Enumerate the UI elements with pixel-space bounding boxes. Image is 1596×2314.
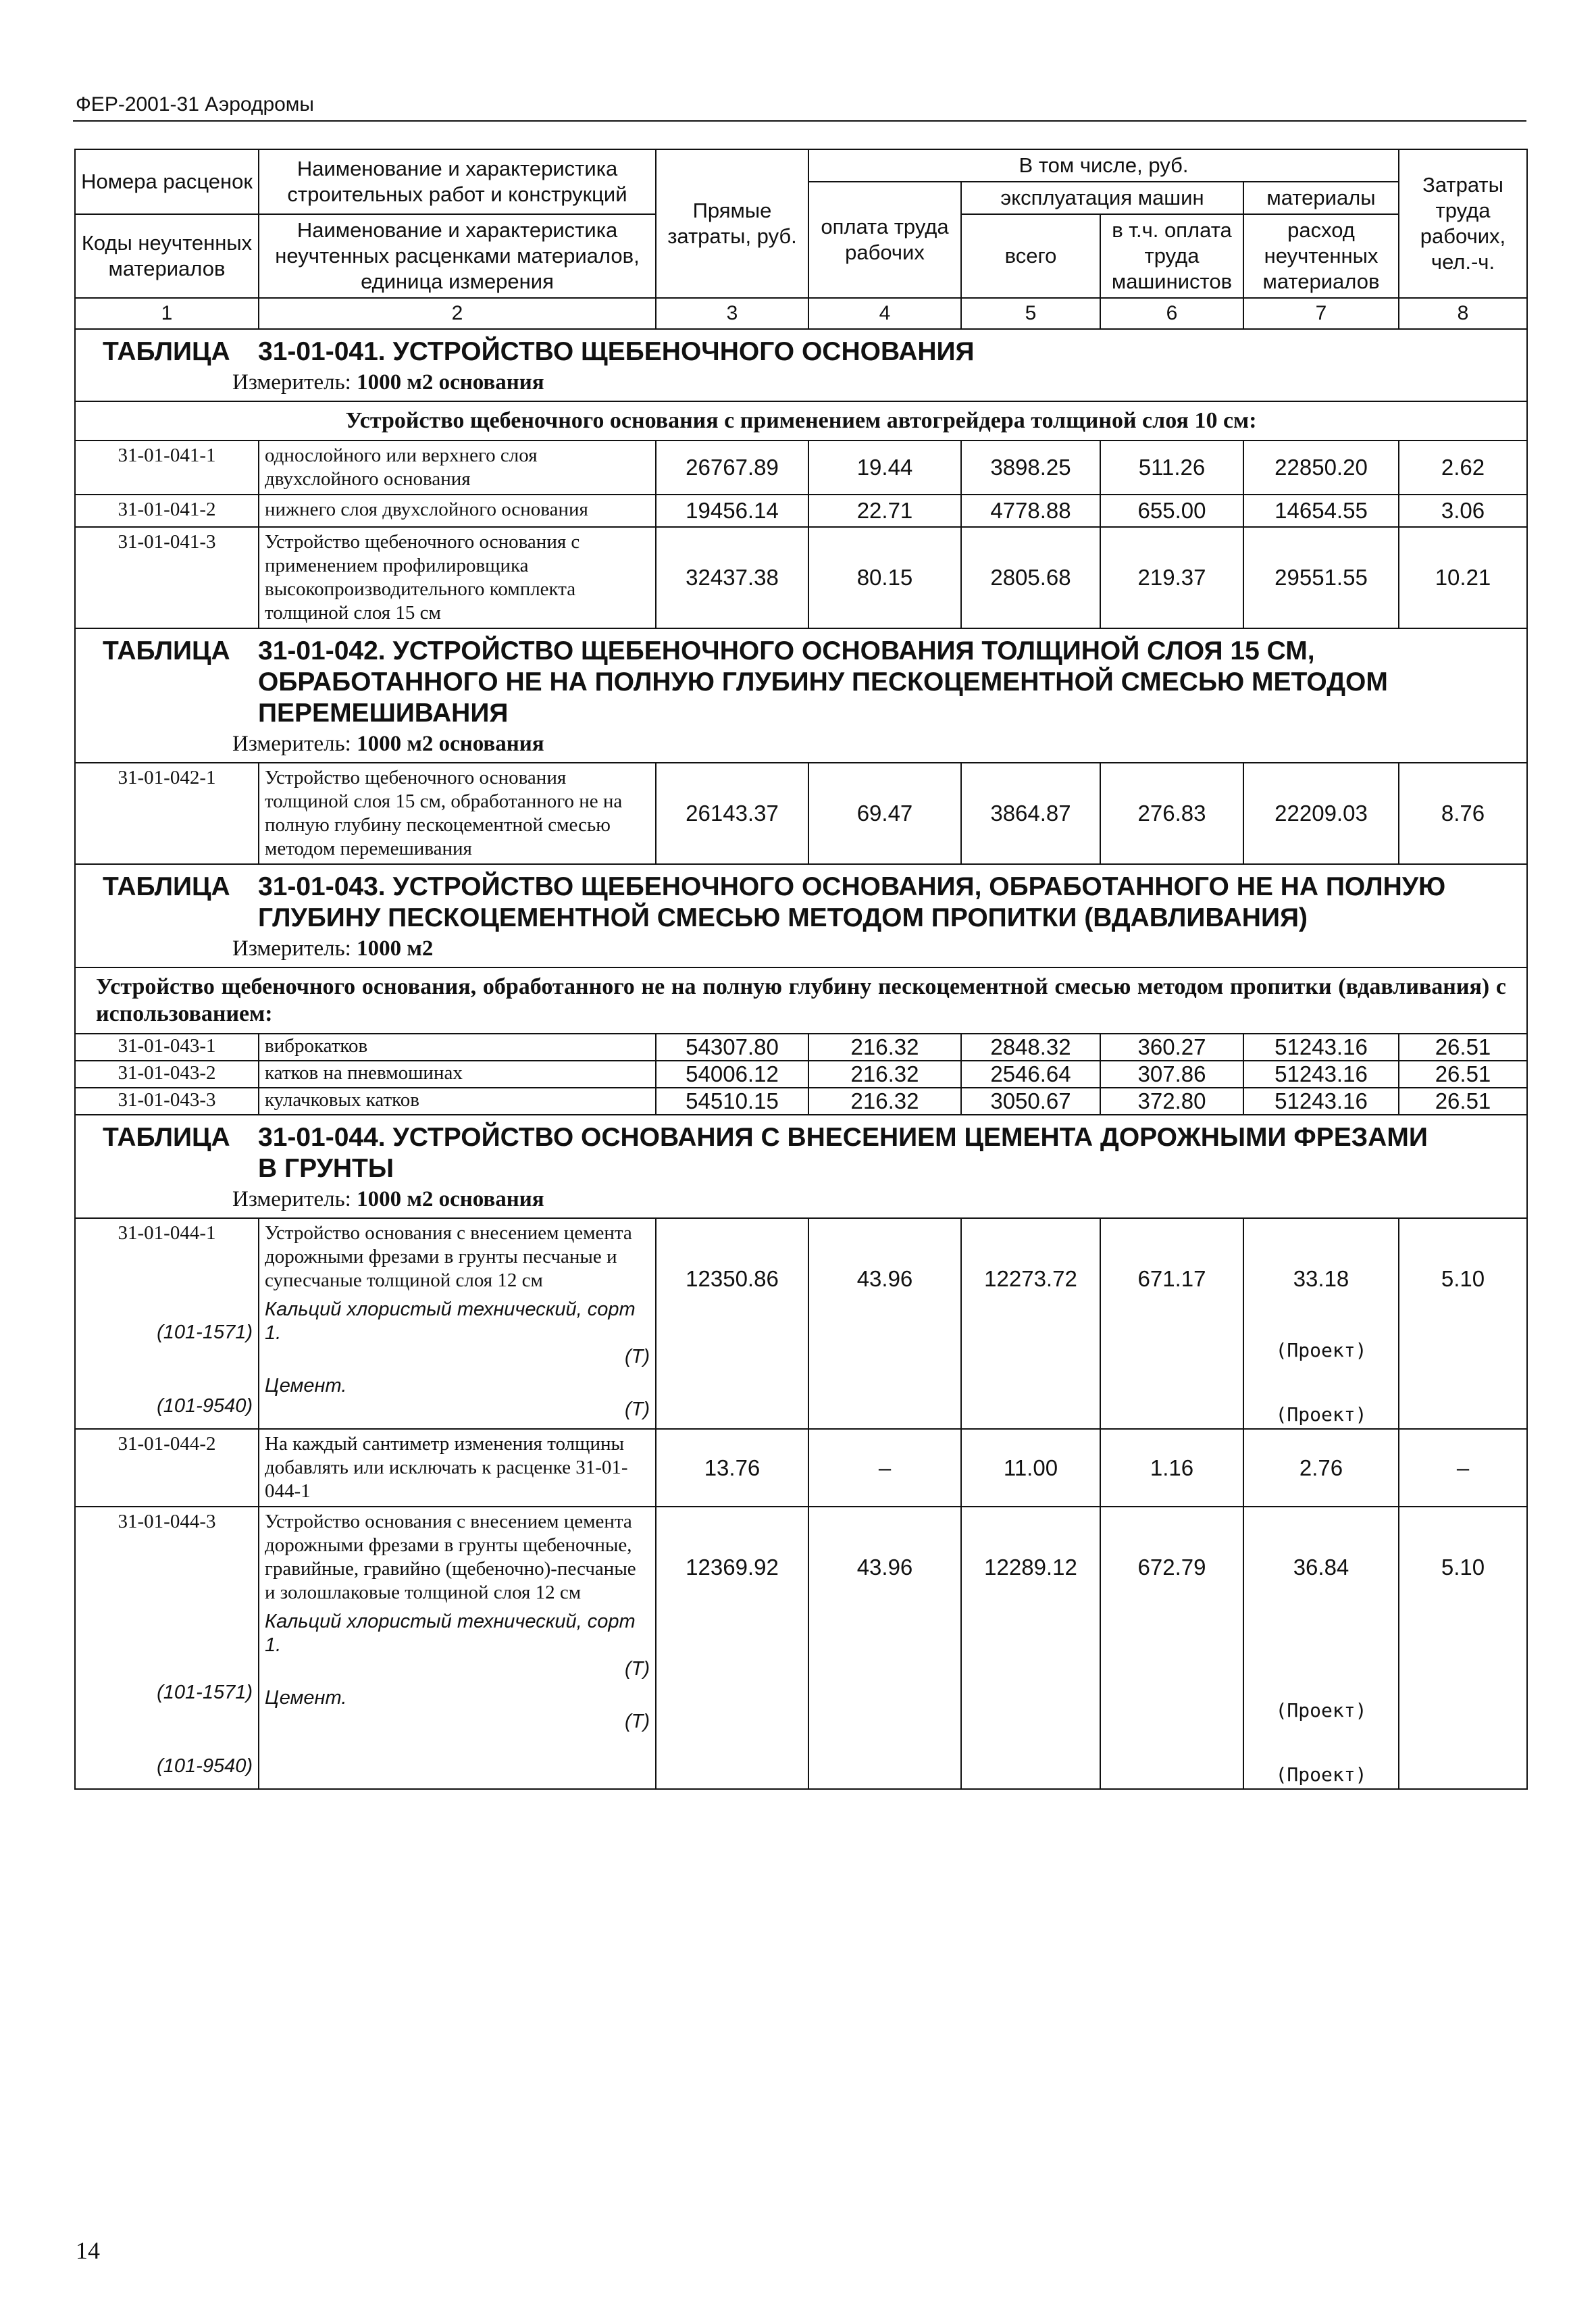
section-title-text: 31-01-041. УСТРОЙСТВО ЩЕБЕНОЧНОГО ОСНОВАНИЯ	[258, 337, 975, 366]
section-title-text: 31-01-044. УСТРОЙСТВО ОСНОВАНИЯ С ВНЕСЕНИЕМ ЦЕМЕНТА ДОРОЖНЫМИ ФРЕЗАМИ В ГРУНТЫ	[258, 1123, 1428, 1183]
materials-cost-cell	[1243, 1218, 1399, 1429]
material-code: (101-9540)	[157, 1395, 253, 1417]
table-row	[75, 1061, 1527, 1088]
labor-pay: 43.96	[808, 1507, 961, 1789]
materials-cost: 36.84	[1293, 1555, 1349, 1580]
rate-description: Устройство щебеночного основания толщиной слоя 15 см, обработанного не на полную глубину пескоцементной смесью методом перемешивания	[259, 763, 656, 864]
direct-costs: 32437.38	[656, 527, 808, 628]
materials-cost: 51243.16	[1243, 1061, 1399, 1088]
material-description: Цемент.	[265, 1687, 347, 1709]
rate-code: 31-01-043-1	[75, 1034, 259, 1061]
rate-code: 31-01-041-1	[75, 441, 259, 495]
labor-pay: 80.15	[808, 527, 961, 628]
labor-pay: 216.32	[808, 1061, 961, 1088]
machinist-pay: 360.27	[1100, 1034, 1243, 1061]
labor-hours: 26.51	[1399, 1061, 1527, 1088]
rate-description-cell	[259, 1507, 656, 1789]
material-description: Кальций хлористый технический, сорт 1.	[265, 1611, 636, 1656]
section-measure: Измеритель: 1000 м2 основания	[75, 732, 1527, 763]
direct-costs: 13.76	[656, 1429, 808, 1507]
rate-code: 31-01-044-3	[118, 1511, 216, 1532]
section-title-row	[75, 329, 1527, 370]
machines-total: 3050.67	[961, 1088, 1100, 1115]
materials-cost-cell	[1243, 1507, 1399, 1789]
direct-costs: 54006.12	[656, 1061, 808, 1088]
material-unit: (Т)	[624, 1711, 650, 1732]
machinist-pay: 372.80	[1100, 1088, 1243, 1115]
labor-hours: 5.10	[1399, 1507, 1527, 1789]
labor-pay: –	[808, 1429, 961, 1507]
section-title-row	[75, 1115, 1527, 1187]
header-material-codes: Коды неучтенных материалов	[75, 214, 259, 298]
labor-hours: 26.51	[1399, 1088, 1527, 1115]
section-title	[75, 329, 1527, 370]
rate-description: кулачковых катков	[259, 1088, 656, 1115]
labor-pay: 19.44	[808, 441, 961, 495]
section-title	[75, 1115, 1527, 1187]
header-row-1	[75, 149, 1527, 182]
machines-total: 12273.72	[961, 1218, 1100, 1429]
section-title-row	[75, 864, 1527, 936]
machines-total: 4778.88	[961, 495, 1100, 527]
table-row	[75, 1507, 1527, 1789]
labor-hours: –	[1399, 1429, 1527, 1507]
section-title-text: 31-01-043. УСТРОЙСТВО ЩЕБЕНОЧНОГО ОСНОВАНИЯ, ОБРАБОТАННОГО НЕ НА ПОЛНУЮ ГЛУБИНУ ПЕСКОЦЕМЕНТНОЙ СМЕСЬЮ МЕТОДОМ ПРОПИТКИ (ВДАВЛИВАНИЯ)	[258, 872, 1446, 932]
machinist-pay: 672.79	[1100, 1507, 1243, 1789]
direct-costs: 26143.37	[656, 763, 808, 864]
rate-description-cell	[259, 1218, 656, 1429]
direct-costs: 12369.92	[656, 1507, 808, 1789]
subheading-row	[75, 401, 1527, 441]
column-number: 4	[808, 298, 961, 329]
rate-description: Устройство щебеночного основания с применением профилировщика высокопроизводительного комплекта толщиной слоя 15 см	[259, 527, 656, 628]
table-row	[75, 1429, 1527, 1507]
rate-code: 31-01-044-1	[118, 1222, 216, 1244]
header-labor-hours: Затраты труда рабочих, чел.-ч.	[1399, 149, 1527, 298]
material-amount: (Проект)	[1275, 1403, 1367, 1426]
header-machines-total: всего	[961, 214, 1100, 298]
section-measure-row	[75, 732, 1527, 763]
subheading-row	[75, 967, 1527, 1034]
table-row	[75, 1088, 1527, 1115]
materials-cost: 51243.16	[1243, 1034, 1399, 1061]
material-code: (101-1571)	[157, 1682, 253, 1703]
section-title	[75, 864, 1527, 936]
labor-hours: 5.10	[1399, 1218, 1527, 1429]
table-row	[75, 527, 1527, 628]
table-row	[75, 763, 1527, 864]
column-number: 6	[1100, 298, 1243, 329]
rate-code-cell	[75, 1507, 259, 1789]
section-title-row	[75, 628, 1527, 732]
labor-pay: 43.96	[808, 1218, 961, 1429]
machines-total: 2805.68	[961, 527, 1100, 628]
section-measure-row	[75, 936, 1527, 967]
rate-code: 31-01-041-3	[75, 527, 259, 628]
machines-total: 2848.32	[961, 1034, 1100, 1061]
header-material-names: Наименование и характеристика неучтенных расценками материалов, единица измерения	[259, 214, 656, 298]
labor-hours: 3.06	[1399, 495, 1527, 527]
page-header: ФЕР-2001-31 Аэродромы	[76, 93, 314, 116]
rate-code: 31-01-043-2	[75, 1061, 259, 1088]
materials-cost: 33.18	[1293, 1266, 1349, 1291]
labor-pay: 22.71	[808, 495, 961, 527]
header-group-machines: эксплуатация машин	[961, 182, 1243, 214]
section-measure-row	[75, 1187, 1527, 1218]
materials-cost: 29551.55	[1243, 527, 1399, 628]
rate-description: Устройство основания с внесением цемента дорожными фрезами в грунты щебеночные, гравийные, гравийно (щебеночно)-песчаные и золошлаковые толщиной слоя 12 см	[265, 1511, 636, 1603]
material-amount: (Проект)	[1275, 1763, 1367, 1786]
column-number: 2	[259, 298, 656, 329]
rate-description: Устройство основания с внесением цемента дорожными фрезами в грунты песчаные и супесчаные толщиной слоя 12 см	[265, 1222, 632, 1291]
machinist-pay: 219.37	[1100, 527, 1243, 628]
materials-cost: 2.76	[1243, 1429, 1399, 1507]
labor-hours: 8.76	[1399, 763, 1527, 864]
section-measure-row	[75, 370, 1527, 401]
rates-table	[74, 149, 1528, 1790]
section-subheading: Устройство щебеночного основания с применением автогрейдера толщиной слоя 10 см:	[75, 401, 1527, 441]
section-title	[75, 628, 1527, 732]
rate-code: 31-01-043-3	[75, 1088, 259, 1115]
labor-hours: 26.51	[1399, 1034, 1527, 1061]
material-unit: (Т)	[624, 1658, 650, 1680]
header-group-including: В том числе, руб.	[808, 149, 1399, 182]
material-amount: (Проект)	[1275, 1339, 1367, 1361]
material-code: (101-1571)	[157, 1322, 253, 1343]
machinist-pay: 511.26	[1100, 441, 1243, 495]
direct-costs: 12350.86	[656, 1218, 808, 1429]
machines-total: 3864.87	[961, 763, 1100, 864]
labor-pay: 216.32	[808, 1088, 961, 1115]
rate-description: На каждый сантиметр изменения толщины добавлять или исключать к расценке 31-01-044-1	[259, 1429, 656, 1507]
material-code: (101-9540)	[157, 1755, 253, 1777]
materials-cost: 14654.55	[1243, 495, 1399, 527]
machinist-pay: 671.17	[1100, 1218, 1243, 1429]
column-number: 5	[961, 298, 1100, 329]
section-measure: Измеритель: 1000 м2 основания	[75, 370, 1527, 401]
page-number: 14	[76, 2237, 100, 2264]
table-row	[75, 441, 1527, 495]
labor-hours: 2.62	[1399, 441, 1527, 495]
machines-total: 11.00	[961, 1429, 1100, 1507]
table-row	[75, 495, 1527, 527]
header-rule	[73, 120, 1526, 122]
material-amount: (Проект)	[1275, 1699, 1367, 1721]
material-description: Кальций хлористый технический, сорт 1.	[265, 1299, 636, 1344]
table-row	[75, 1218, 1527, 1429]
column-number: 8	[1399, 298, 1527, 329]
rate-description: катков на пневмошинах	[259, 1061, 656, 1088]
materials-cost: 51243.16	[1243, 1088, 1399, 1115]
column-number: 3	[656, 298, 808, 329]
materials-cost: 22209.03	[1243, 763, 1399, 864]
direct-costs: 26767.89	[656, 441, 808, 495]
section-label: ТАБЛИЦА	[103, 636, 230, 665]
machinist-pay: 276.83	[1100, 763, 1243, 864]
materials-cost: 22850.20	[1243, 441, 1399, 495]
section-label: ТАБЛИЦА	[103, 1123, 230, 1152]
machinist-pay: 655.00	[1100, 495, 1243, 527]
header-direct-costs: Прямые затраты, руб.	[656, 149, 808, 298]
header-labor-pay: оплата труда рабочих	[808, 182, 961, 298]
column-number: 1	[75, 298, 259, 329]
header-unaccounted-materials: расход неучтенных материалов	[1243, 214, 1399, 298]
header-work-name: Наименование и характеристика строительных работ и конструкций	[259, 149, 656, 214]
section-measure: Измеритель: 1000 м2	[75, 936, 1527, 967]
rate-code: 31-01-044-2	[75, 1429, 259, 1507]
material-unit: (Т)	[624, 1399, 650, 1420]
material-unit: (Т)	[624, 1346, 650, 1367]
rate-code-cell	[75, 1218, 259, 1429]
header-machinist-pay: в т.ч. оплата труда машинистов	[1100, 214, 1243, 298]
machines-total: 2546.64	[961, 1061, 1100, 1088]
rate-description: нижнего слоя двухслойного основания	[259, 495, 656, 527]
section-label: ТАБЛИЦА	[103, 337, 230, 366]
material-description: Цемент.	[265, 1375, 347, 1397]
rate-code: 31-01-041-2	[75, 495, 259, 527]
section-label: ТАБЛИЦА	[103, 872, 230, 901]
section-title-text: 31-01-042. УСТРОЙСТВО ЩЕБЕНОЧНОГО ОСНОВАНИЯ ТОЛЩИНОЙ СЛОЯ 15 СМ, ОБРАБОТАННОГО НЕ НА ПОЛНУЮ ГЛУБИНУ ПЕСКОЦЕМЕНТНОЙ СМЕСЬЮ МЕТОДОМ ПЕРЕМЕШИВАНИЯ	[258, 636, 1388, 728]
machines-total: 12289.12	[961, 1507, 1100, 1789]
machinist-pay: 1.16	[1100, 1429, 1243, 1507]
column-numbers-row	[75, 298, 1527, 329]
direct-costs: 19456.14	[656, 495, 808, 527]
labor-pay: 69.47	[808, 763, 961, 864]
column-number: 7	[1243, 298, 1399, 329]
header-group-materials: материалы	[1243, 182, 1399, 214]
section-subheading: Устройство щебеночного основания, обработанного не на полную глубину пескоцементной смесью методом пропитки (вдавливания) с использованием:	[75, 967, 1527, 1034]
rate-description: однослойного или верхнего слоя двухслойного основания	[259, 441, 656, 495]
direct-costs: 54510.15	[656, 1088, 808, 1115]
table-row	[75, 1034, 1527, 1061]
labor-pay: 216.32	[808, 1034, 961, 1061]
rate-description: виброкатков	[259, 1034, 656, 1061]
rate-code: 31-01-042-1	[75, 763, 259, 864]
header-rate-numbers: Номера расценок	[75, 149, 259, 214]
direct-costs: 54307.80	[656, 1034, 808, 1061]
section-measure: Измеритель: 1000 м2 основания	[75, 1187, 1527, 1218]
machinist-pay: 307.86	[1100, 1061, 1243, 1088]
labor-hours: 10.21	[1399, 527, 1527, 628]
machines-total: 3898.25	[961, 441, 1100, 495]
